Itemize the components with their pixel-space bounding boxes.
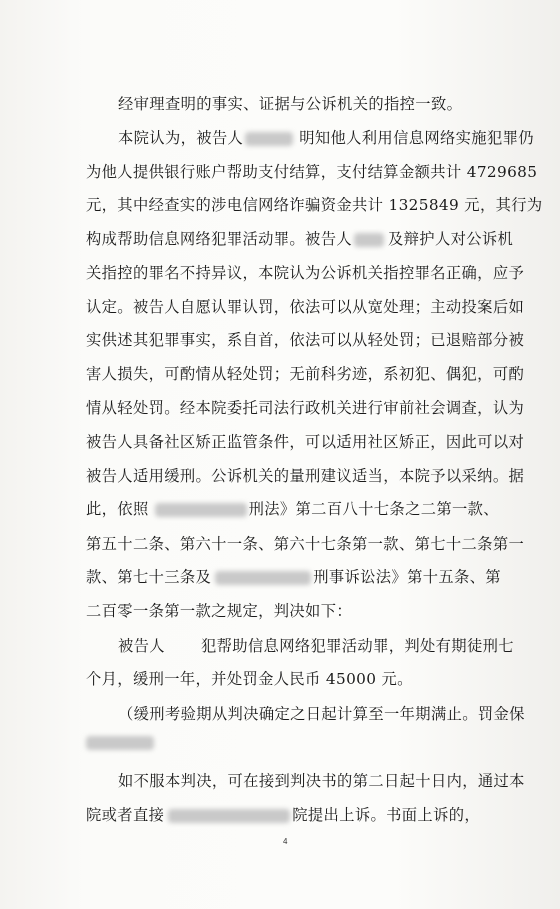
redaction-blur bbox=[245, 132, 293, 146]
text-line: 款、第七十三条及 刑事诉讼法》第十五条、第 bbox=[86, 568, 501, 586]
text-line: 构成帮助信息网络犯罪活动罪。被告人 及辩护人对公诉机 bbox=[86, 230, 514, 248]
text-line: 害人损失，可酌情从轻处罚；无前科劣迹，系初犯、偶犯，可酌 bbox=[86, 365, 525, 383]
text-line: 本院认为，被告人 明知他人利用信息网络实施犯罪仍 bbox=[118, 129, 534, 147]
text-line: 个月，缓刑一年，并处罚金人民币 45000 元。 bbox=[86, 670, 413, 688]
text-line: 元，其中经查实的涉电信网络诈骗资金共计 1325849 元，其行为 bbox=[86, 196, 543, 214]
redaction-blur bbox=[168, 809, 290, 823]
text-line: 此，依照 刑法》第二百八十七条之二第一款、 bbox=[86, 500, 499, 518]
text-line: 关指控的罪名不持异议，本院认为公诉机关指控罪名正确，应予 bbox=[86, 264, 525, 282]
text-line: 被告人 犯帮助信息网络犯罪活动罪，判处有期徒刑七 bbox=[118, 637, 514, 655]
text-line: 院或者直接 院提出上诉。书面上诉的， bbox=[86, 806, 481, 824]
redaction-blur bbox=[215, 571, 311, 585]
text-line: 第五十二条、第六十一条、第六十七条第一款、第七十二条第一 bbox=[86, 535, 525, 553]
redaction-blur bbox=[155, 503, 247, 517]
text-line: 被告人适用缓刑。公诉机关的量刑建议适当，本院予以采纳。据 bbox=[86, 467, 525, 485]
text-line: 被告人具备社区矫正监管条件，可以适用社区矫正，因此可以对 bbox=[86, 433, 525, 451]
text-line: （缓刑考验期从判决确定之日起计算至一年期满止。罚金保 bbox=[118, 705, 525, 723]
redaction-blur bbox=[86, 736, 154, 750]
text-line: 经审理查明的事实、证据与公诉机关的指控一致。 bbox=[118, 95, 463, 113]
page-number: 4 bbox=[283, 837, 288, 846]
text-line: 情从轻处罚。经本院委托司法行政机关进行审前社会调查，认为 bbox=[86, 399, 525, 417]
text-line: 为他人提供银行账户帮助支付结算，支付结算金额共计 4729685 bbox=[86, 163, 538, 181]
text-line: 认定。被告人自愿认罪认罚，依法可以从宽处理；主动投案后如 bbox=[86, 298, 525, 316]
redaction-blur bbox=[354, 233, 384, 247]
text-line: 实供述其犯罪事实，系自首，依法可以从轻处罚；已退赔部分被 bbox=[86, 331, 525, 349]
text-line: 如不服本判决，可在接到判决书的第二日起十日内，通过本 bbox=[118, 772, 525, 790]
text-line: 二百零一条第一款之规定，判决如下： bbox=[86, 602, 352, 620]
